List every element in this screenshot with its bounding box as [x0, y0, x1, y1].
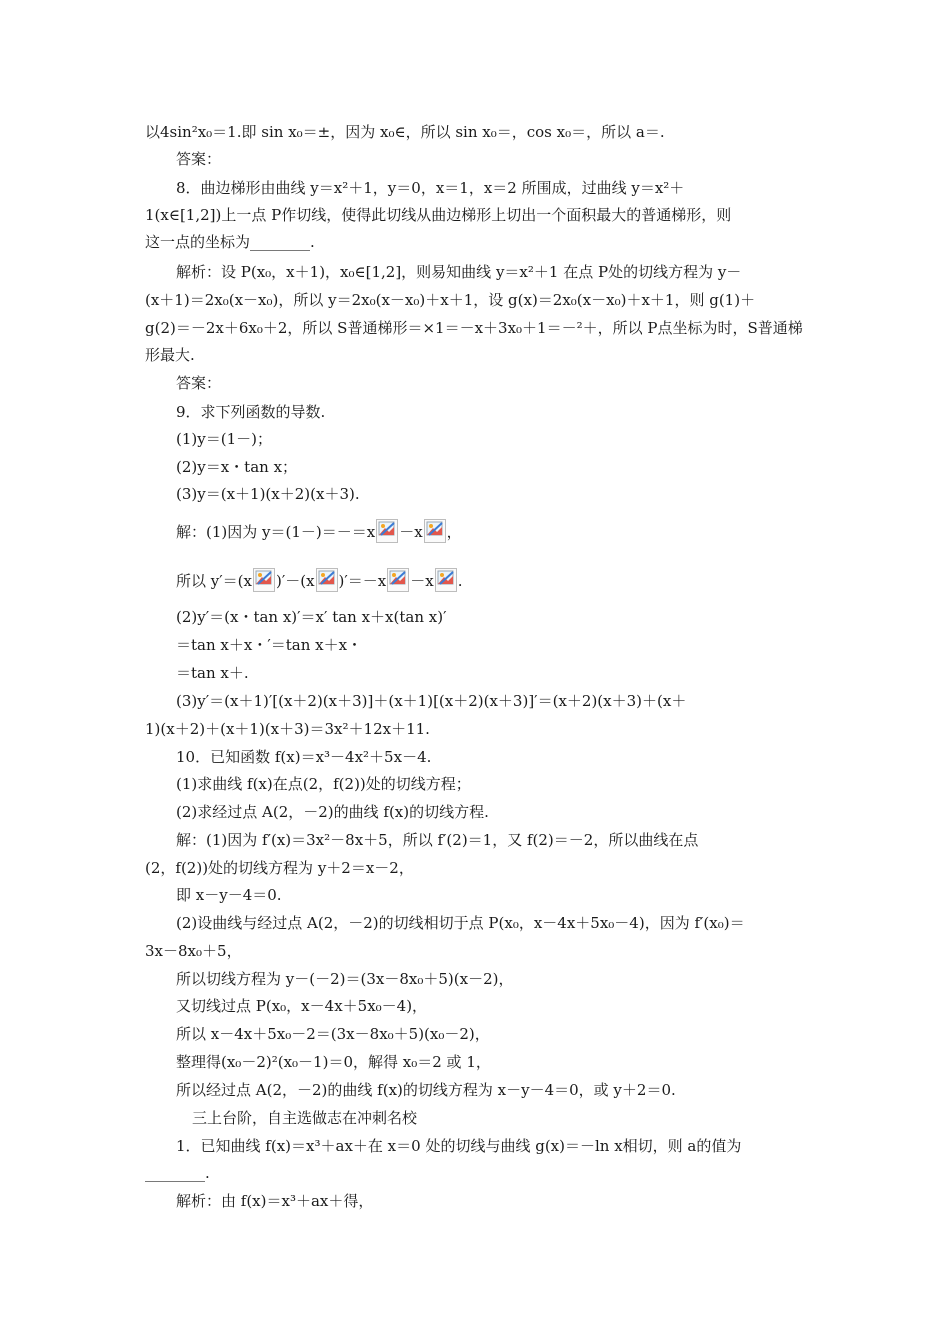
text-line: 答案：: [176, 150, 222, 168]
text-line: 答案：: [176, 374, 222, 392]
text-line: ________.: [145, 1164, 210, 1182]
text-fragment: 所以 y′＝(x: [176, 572, 252, 590]
text-line: 1(x∈[1,2])上一点 P作切线，使得此切线从曲边梯形上切出一个面积最大的普通梯形，则: [145, 206, 732, 224]
text-line: 又切线过点 P(x₀，x－4x＋5x₀－4)，: [176, 997, 428, 1015]
text-line: (2，f(2))处的切线方程为 y＋2＝x－2，: [145, 859, 414, 877]
text-line: 解析：设 P(x₀，x＋1)，x₀∈[1,2]，则易知曲线 y＝x²＋1 在点 P处的切线方程为 y－: [176, 263, 742, 281]
text-line: (2)设曲线与经过点 A(2，－2)的切线相切于点 P(x₀，x－4x＋5x₀－4)，因为 f′(x₀)＝: [176, 914, 745, 932]
text-line: 以4sin²x₀＝1.即 sin x₀＝±，因为 x₀∈，所以 sin x₀＝，cos x₀＝，所以 a＝.: [145, 123, 665, 141]
text-line: 所以切线方程为 y－(－2)＝(3x－8x₀＋5)(x－2)，: [176, 970, 514, 988]
text-fragment: )′－(x: [275, 572, 315, 590]
text-line: (2)y＝x・tan x；: [176, 458, 298, 476]
broken-image-icon: [316, 568, 338, 592]
text-line: 所以 x－4x＋5x₀－2＝(3x－8x₀＋5)(x₀－2)，: [176, 1025, 490, 1043]
broken-image-icon: [435, 568, 457, 592]
broken-image-icon: [376, 519, 398, 543]
text-line: (3)y＝(x＋1)(x＋2)(x＋3).: [176, 485, 360, 503]
broken-image-icon: [387, 568, 409, 592]
text-line: (2)求经过点 A(2，－2)的曲线 f(x)的切线方程.: [176, 803, 489, 821]
text-line: 这一点的坐标为________.: [145, 233, 315, 251]
text-line: ＝tan x＋x・′＝tan x＋x・: [176, 636, 363, 654]
text-line: 整理得(x₀－2)²(x₀－1)＝0，解得 x₀＝2 或 1，: [176, 1053, 491, 1071]
text-line: (x＋1)＝2x₀(x－x₀)，所以 y＝2x₀(x－x₀)＋x＋1，设 g(x)＝2x₀(x－x₀)＋x＋1，则 g(1)＋: [145, 291, 756, 309]
text-line: (1)求曲线 f(x)在点(2，f(2))处的切线方程；: [176, 775, 471, 793]
text-line: 1)(x＋2)＋(x＋1)(x＋3)＝3x²＋12x＋11.: [145, 720, 430, 738]
text-line: g(2)＝－2x＋6x₀＋2，所以 S普通梯形＝×1＝－x＋3x₀＋1＝－²＋，所以 P点坐标为时，S普通梯: [145, 319, 803, 337]
text-line: ＝tan x＋.: [176, 664, 249, 682]
solution-line-1: [176, 519, 462, 543]
text-line: 9．求下列函数的导数.: [176, 403, 326, 421]
text-line: 即 x－y－4＝0.: [176, 886, 282, 904]
text-fragment: ，: [446, 523, 462, 541]
text-fragment: －x: [410, 572, 434, 590]
solution-line-2: [176, 568, 463, 592]
text-line: (1)y＝(1－)；: [176, 430, 272, 448]
text-fragment: 解：(1)因为 y＝(1－)＝－＝x: [176, 523, 376, 541]
text-line: 解析：由 f(x)＝x³＋ax＋得，: [176, 1192, 374, 1210]
text-fragment: .: [457, 572, 463, 590]
text-line: (2)y′＝(x・tan x)′＝x′ tan x＋x(tan x)′: [176, 608, 447, 626]
text-line: 所以经过点 A(2，－2)的曲线 f(x)的切线方程为 x－y－4＝0，或 y＋2＝0.: [176, 1081, 676, 1099]
text-line: 10．已知函数 f(x)＝x³－4x²＋5x－4.: [176, 748, 432, 766]
text-line: 1．已知曲线 f(x)＝x³＋ax＋在 x＝0 处的切线与曲线 g(x)＝－ln x相切，则 a的值为: [176, 1137, 742, 1155]
text-line: 解：(1)因为 f′(x)＝3x²－8x＋5，所以 f′(2)＝1，又 f(2)＝－2，所以曲线在点: [176, 831, 699, 849]
broken-image-icon: [424, 519, 446, 543]
broken-image-icon: [253, 568, 275, 592]
text-line: 形最大.: [145, 346, 195, 364]
text-line: (3)y′＝(x＋1)′[(x＋2)(x＋3)]＋(x＋1)[(x＋2)(x＋3)]′＝(x＋2)(x＋3)＋(x＋: [176, 692, 687, 710]
text-line: 8．曲边梯形由曲线 y＝x²＋1，y＝0，x＝1，x＝2 所围成，过曲线 y＝x²＋: [176, 179, 685, 197]
text-fragment: )′＝－x: [338, 572, 387, 590]
text-fragment: －x: [399, 523, 423, 541]
text-line: 3x－8x₀＋5，: [145, 942, 242, 960]
section-heading: 三上台阶，自主选做志在冲刺名校: [192, 1109, 418, 1127]
